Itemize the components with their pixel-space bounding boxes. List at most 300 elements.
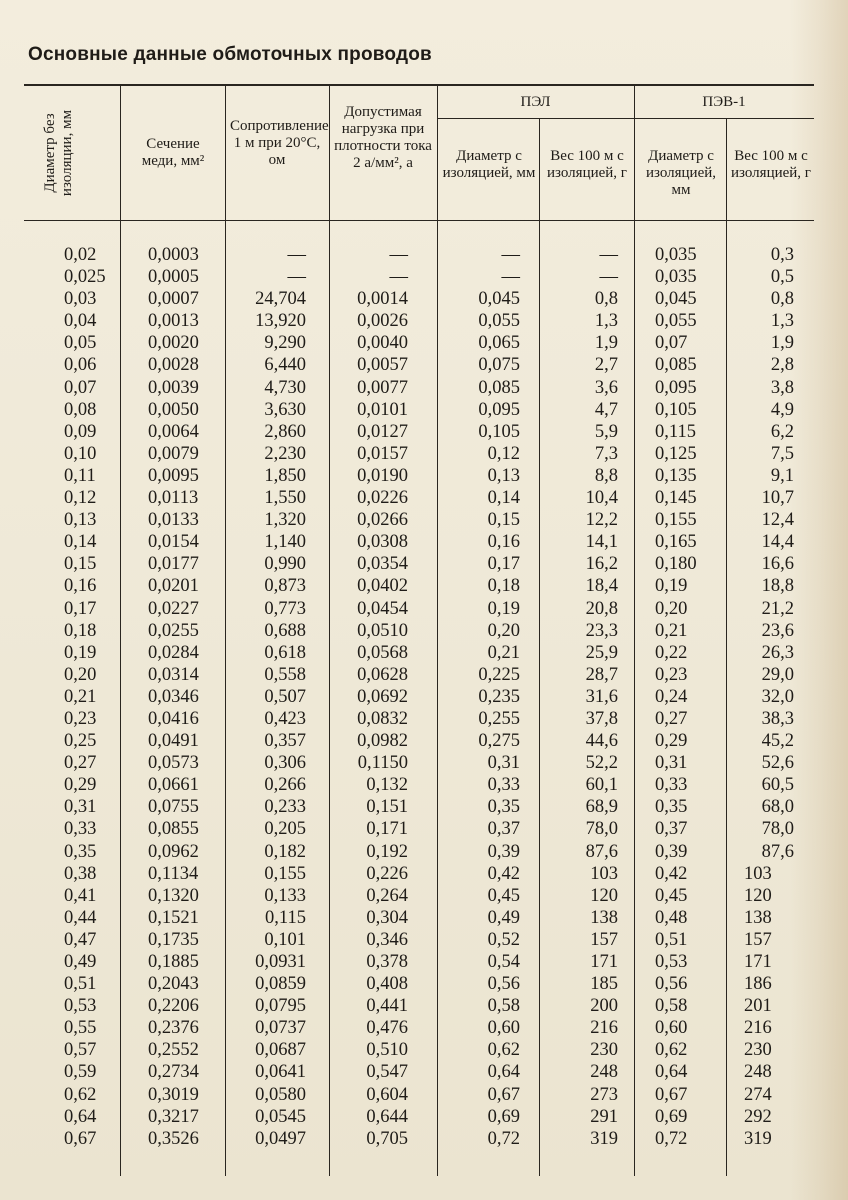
- cell-pev-weight: 2,8: [770, 355, 794, 376]
- table-row: [0, 664, 848, 686]
- cell-diameter-bare: 0,51: [64, 974, 97, 995]
- cell-pev-weight: 3,8: [770, 377, 794, 398]
- cell-copper-section: 0,1885: [148, 952, 199, 972]
- header-resistance: Сопротивление 1 м при 20°С, ом: [230, 118, 329, 168]
- cell-pel-diameter: 0,15: [487, 510, 520, 531]
- cell-pel-weight: 31,6: [585, 686, 618, 707]
- group-divider-rule: [437, 118, 814, 119]
- cell-resistance: 0,873: [264, 576, 306, 597]
- cell-pev-diameter: 0,33: [655, 775, 688, 796]
- cell-resistance: 3,630: [264, 399, 306, 420]
- cell-allowed-load: 0,0454: [357, 598, 408, 619]
- table-row: [0, 796, 848, 818]
- table-row: [0, 885, 848, 907]
- cell-copper-section: 0,0064: [148, 421, 199, 442]
- cell-pev-diameter: 0,055: [655, 311, 697, 332]
- cell-resistance: 2,860: [264, 421, 306, 442]
- cell-allowed-load: 0,378: [366, 952, 408, 972]
- cell-pel-weight: 16,2: [585, 554, 618, 575]
- table-row: [0, 509, 848, 531]
- cell-pev-weight: 29,0: [761, 664, 794, 685]
- cell-diameter-bare: 0,20: [64, 664, 97, 685]
- cell-copper-section: 0,0855: [148, 819, 199, 840]
- cell-pel-weight: 291: [590, 1106, 618, 1127]
- cell-pev-diameter: 0,19: [655, 576, 688, 597]
- cell-pev-weight: 18,8: [761, 576, 794, 597]
- cell-copper-section: 0,2043: [148, 974, 199, 995]
- cell-allowed-load: 0,0568: [357, 642, 408, 663]
- cell-pev-diameter: 0,20: [655, 598, 688, 619]
- table-row: [0, 531, 848, 553]
- cell-resistance: 1,550: [264, 488, 306, 509]
- cell-pel-diameter: 0,42: [487, 863, 520, 884]
- cell-diameter-bare: 0,21: [64, 686, 97, 707]
- table-row: [0, 1106, 848, 1128]
- cell-resistance: 0,773: [264, 598, 306, 619]
- cell-pel-weight: 185: [590, 974, 618, 995]
- cell-allowed-load: 0,0982: [357, 731, 408, 752]
- table-row: [0, 620, 848, 642]
- cell-allowed-load: 0,408: [366, 974, 408, 995]
- cell-pev-weight: 14,4: [761, 532, 794, 553]
- table-row: [0, 487, 848, 509]
- cell-allowed-load: 0,0628: [357, 664, 408, 685]
- cell-pel-diameter: 0,35: [487, 797, 520, 818]
- cell-copper-section: 0,2376: [148, 1018, 199, 1039]
- cell-diameter-bare: 0,23: [64, 708, 97, 729]
- table-row: [0, 642, 848, 664]
- cell-pel-weight: 20,8: [585, 598, 618, 619]
- cell-resistance: 0,990: [264, 554, 306, 575]
- cell-pev-diameter: 0,165: [655, 532, 697, 553]
- cell-pev-diameter: 0,31: [655, 753, 688, 774]
- cell-resistance: 0,0737: [255, 1018, 306, 1039]
- cell-pel-diameter: —: [501, 267, 520, 288]
- cell-diameter-bare: 0,62: [64, 1084, 97, 1105]
- cell-copper-section: 0,1134: [148, 863, 199, 884]
- table-row: [0, 266, 848, 288]
- cell-pel-weight: 78,0: [585, 819, 618, 840]
- cell-pev-diameter: 0,42: [655, 863, 688, 884]
- cell-resistance: 0,0497: [255, 1128, 306, 1149]
- cell-diameter-bare: 0,47: [64, 929, 97, 950]
- cell-copper-section: 0,3217: [148, 1106, 199, 1127]
- table-row: [0, 244, 848, 266]
- cell-pel-weight: 37,8: [585, 708, 618, 729]
- cell-pev-weight: 21,2: [761, 598, 794, 619]
- cell-copper-section: 0,0962: [148, 841, 199, 862]
- table-row: [0, 863, 848, 885]
- cell-pel-diameter: 0,19: [487, 598, 520, 619]
- table-row: [0, 310, 848, 332]
- cell-resistance: 0,182: [264, 841, 306, 862]
- cell-resistance: 0,357: [264, 731, 306, 752]
- cell-allowed-load: 0,0308: [357, 532, 408, 553]
- cell-diameter-bare: 0,02: [64, 245, 97, 265]
- cell-pel-diameter: 0,055: [478, 311, 520, 332]
- cell-resistance: 0,205: [264, 819, 306, 840]
- cell-resistance: 1,320: [264, 510, 306, 531]
- cell-diameter-bare: 0,67: [64, 1128, 97, 1149]
- cell-copper-section: 0,0314: [148, 664, 199, 685]
- cell-allowed-load: 0,510: [366, 1040, 408, 1061]
- cell-copper-section: 0,0133: [148, 510, 199, 531]
- cell-allowed-load: 0,604: [366, 1084, 408, 1105]
- cell-copper-section: 0,0005: [148, 267, 199, 288]
- cell-resistance: 24,704: [255, 289, 306, 310]
- cell-pev-diameter: 0,29: [655, 731, 688, 752]
- table-row: [0, 1128, 848, 1150]
- cell-copper-section: 0,0154: [148, 532, 199, 553]
- header-pel-diameter: Диаметр с изоляцией, мм: [442, 148, 536, 181]
- cell-allowed-load: 0,476: [366, 1018, 408, 1039]
- cell-pel-diameter: 0,69: [487, 1106, 520, 1127]
- cell-pel-diameter: 0,225: [478, 664, 520, 685]
- cell-diameter-bare: 0,44: [64, 907, 97, 928]
- cell-pel-diameter: 0,105: [478, 421, 520, 442]
- cell-copper-section: 0,0573: [148, 753, 199, 774]
- cell-pev-diameter: 0,53: [655, 952, 688, 972]
- cell-pev-weight: 274: [744, 1084, 772, 1105]
- cell-pel-weight: 28,7: [585, 664, 618, 685]
- cell-copper-section: 0,3019: [148, 1084, 199, 1105]
- cell-pel-weight: —: [599, 267, 618, 288]
- cell-pev-diameter: 0,67: [655, 1084, 688, 1105]
- cell-diameter-bare: 0,57: [64, 1040, 97, 1061]
- cell-pel-diameter: —: [501, 245, 520, 265]
- cell-pev-diameter: 0,39: [655, 841, 688, 862]
- cell-copper-section: 0,1735: [148, 929, 199, 950]
- cell-pev-weight: 120: [744, 885, 772, 906]
- cell-allowed-load: 0,0510: [357, 620, 408, 641]
- cell-pev-diameter: 0,69: [655, 1106, 688, 1127]
- table-row: [0, 553, 848, 575]
- cell-allowed-load: —: [389, 267, 408, 288]
- cell-pel-weight: 0,8: [594, 289, 618, 310]
- cell-pev-weight: 23,6: [761, 620, 794, 641]
- table-row: [0, 465, 848, 487]
- cell-diameter-bare: 0,64: [64, 1106, 97, 1127]
- cell-copper-section: 0,0020: [148, 333, 199, 354]
- cell-diameter-bare: 0,38: [64, 863, 97, 884]
- cell-diameter-bare: 0,13: [64, 510, 97, 531]
- cell-pev-weight: 6,2: [770, 421, 794, 442]
- cell-pev-diameter: 0,085: [655, 355, 697, 376]
- cell-pel-diameter: 0,14: [487, 488, 520, 509]
- cell-pev-diameter: 0,48: [655, 907, 688, 928]
- cell-diameter-bare: 0,59: [64, 1062, 97, 1083]
- cell-pel-weight: 52,2: [585, 753, 618, 774]
- cell-pev-diameter: 0,180: [655, 554, 697, 575]
- cell-pev-diameter: 0,21: [655, 620, 688, 641]
- cell-pel-diameter: 0,62: [487, 1040, 520, 1061]
- cell-allowed-load: 0,304: [366, 907, 408, 928]
- cell-pel-diameter: 0,275: [478, 731, 520, 752]
- cell-allowed-load: 0,264: [366, 885, 408, 906]
- cell-pel-weight: 2,7: [594, 355, 618, 376]
- cell-pev-diameter: 0,37: [655, 819, 688, 840]
- cell-allowed-load: —: [389, 245, 408, 265]
- cell-allowed-load: 0,0354: [357, 554, 408, 575]
- cell-pev-diameter: 0,56: [655, 974, 688, 995]
- cell-resistance: 0,306: [264, 753, 306, 774]
- group-header-pel: ПЭЛ: [520, 94, 551, 110]
- cell-pel-diameter: 0,13: [487, 465, 520, 486]
- cell-allowed-load: 0,226: [366, 863, 408, 884]
- cell-allowed-load: 0,705: [366, 1128, 408, 1149]
- cell-resistance: 0,0545: [255, 1106, 306, 1127]
- cell-pel-diameter: 0,095: [478, 399, 520, 420]
- cell-pel-weight: 8,8: [594, 465, 618, 486]
- cell-allowed-load: 0,0014: [357, 289, 408, 310]
- cell-resistance: 0,0687: [255, 1040, 306, 1061]
- cell-copper-section: 0,0003: [148, 245, 199, 265]
- cell-resistance: 0,133: [264, 885, 306, 906]
- cell-allowed-load: 0,644: [366, 1106, 408, 1127]
- cell-pev-diameter: 0,07: [655, 333, 688, 354]
- cell-resistance: 0,0859: [255, 974, 306, 995]
- cell-pel-weight: 25,9: [585, 642, 618, 663]
- cell-pel-weight: 248: [590, 1062, 618, 1083]
- cell-pel-weight: 273: [590, 1084, 618, 1105]
- cell-copper-section: 0,0113: [148, 488, 199, 509]
- table-row: [0, 929, 848, 951]
- cell-pev-weight: 16,6: [761, 554, 794, 575]
- cell-copper-section: 0,0661: [148, 775, 199, 796]
- cell-pev-diameter: 0,62: [655, 1040, 688, 1061]
- cell-pel-diameter: 0,60: [487, 1018, 520, 1039]
- cell-pev-weight: 38,3: [761, 708, 794, 729]
- cell-pev-weight: 4,9: [770, 399, 794, 420]
- table-row: [0, 1017, 848, 1039]
- cell-pev-weight: 26,3: [761, 642, 794, 663]
- cell-pev-weight: 157: [744, 929, 772, 950]
- cell-allowed-load: 0,0040: [357, 333, 408, 354]
- table-row: [0, 575, 848, 597]
- cell-resistance: 1,140: [264, 532, 306, 553]
- cell-resistance: 0,0641: [255, 1062, 306, 1083]
- cell-resistance: 0,115: [265, 907, 306, 928]
- table-row: [0, 377, 848, 399]
- cell-diameter-bare: 0,025: [64, 267, 106, 288]
- cell-resistance: 0,266: [264, 775, 306, 796]
- cell-pel-weight: 14,1: [585, 532, 618, 553]
- cell-pel-diameter: 0,12: [487, 443, 520, 464]
- table-row: [0, 1039, 848, 1061]
- cell-pel-diameter: 0,67: [487, 1084, 520, 1105]
- cell-pev-weight: 1,3: [770, 311, 794, 332]
- cell-allowed-load: 0,441: [366, 996, 408, 1017]
- cell-pev-diameter: 0,24: [655, 686, 688, 707]
- cell-pel-weight: 23,3: [585, 620, 618, 641]
- cell-copper-section: 0,0755: [148, 797, 199, 818]
- cell-copper-section: 0,0255: [148, 620, 199, 641]
- cell-allowed-load: 0,132: [366, 775, 408, 796]
- cell-copper-section: 0,1320: [148, 885, 199, 906]
- cell-copper-section: 0,0346: [148, 686, 199, 707]
- cell-pev-diameter: 0,35: [655, 797, 688, 818]
- table-row: [0, 288, 848, 310]
- cell-diameter-bare: 0,06: [64, 355, 97, 376]
- cell-pel-weight: 5,9: [594, 421, 618, 442]
- cell-pel-diameter: 0,065: [478, 333, 520, 354]
- cell-pel-weight: 12,2: [585, 510, 618, 531]
- cell-allowed-load: 0,1150: [357, 753, 408, 774]
- cell-pev-diameter: 0,58: [655, 996, 688, 1017]
- cell-pel-weight: 216: [590, 1018, 618, 1039]
- cell-pel-diameter: 0,58: [487, 996, 520, 1017]
- cell-diameter-bare: 0,08: [64, 399, 97, 420]
- cell-copper-section: 0,0177: [148, 554, 199, 575]
- cell-pev-weight: 216: [744, 1018, 772, 1039]
- cell-pel-diameter: 0,39: [487, 841, 520, 862]
- cell-pev-weight: 248: [744, 1062, 772, 1083]
- cell-pev-weight: 138: [744, 907, 772, 928]
- cell-pev-weight: 319: [744, 1128, 772, 1149]
- header-top-rule: [24, 84, 814, 86]
- cell-copper-section: 0,0201: [148, 576, 199, 597]
- cell-pev-weight: 171: [744, 952, 772, 972]
- cell-allowed-load: 0,151: [366, 797, 408, 818]
- cell-pev-diameter: 0,64: [655, 1062, 688, 1083]
- cell-diameter-bare: 0,07: [64, 377, 97, 398]
- cell-pev-weight: 68,0: [761, 797, 794, 818]
- cell-copper-section: 0,2734: [148, 1062, 199, 1083]
- cell-pel-diameter: 0,64: [487, 1062, 520, 1083]
- header-pel-weight: Вес 100 м с изоляцией, г: [547, 148, 627, 181]
- cell-diameter-bare: 0,27: [64, 753, 97, 774]
- header-bottom-rule: [24, 220, 814, 221]
- cell-pev-diameter: 0,095: [655, 377, 697, 398]
- cell-resistance: 0,101: [264, 929, 306, 950]
- cell-pev-weight: 0,5: [770, 267, 794, 288]
- cell-diameter-bare: 0,17: [64, 598, 97, 619]
- cell-diameter-bare: 0,09: [64, 421, 97, 442]
- cell-diameter-bare: 0,25: [64, 731, 97, 752]
- cell-pel-diameter: 0,37: [487, 819, 520, 840]
- cell-pev-diameter: 0,105: [655, 399, 697, 420]
- cell-copper-section: 0,0491: [148, 731, 199, 752]
- cell-allowed-load: 0,0832: [357, 708, 408, 729]
- cell-copper-section: 0,0013: [148, 311, 199, 332]
- cell-diameter-bare: 0,49: [64, 952, 97, 972]
- cell-pev-diameter: 0,60: [655, 1018, 688, 1039]
- cell-copper-section: 0,0039: [148, 377, 199, 398]
- table-row: [0, 332, 848, 354]
- table-row: [0, 686, 848, 708]
- cell-pev-weight: 0,3: [770, 245, 794, 265]
- cell-copper-section: 0,0227: [148, 598, 199, 619]
- cell-diameter-bare: 0,14: [64, 532, 97, 553]
- cell-copper-section: 0,2552: [148, 1040, 199, 1061]
- cell-pev-weight: 1,9: [770, 333, 794, 354]
- cell-pev-weight: 230: [744, 1040, 772, 1061]
- header-pev-diameter: Диаметр с изоляцией, мм: [645, 148, 717, 198]
- cell-pel-diameter: 0,045: [478, 289, 520, 310]
- cell-pev-diameter: 0,27: [655, 708, 688, 729]
- cell-pel-weight: 87,6: [585, 841, 618, 862]
- cell-allowed-load: 0,0157: [357, 443, 408, 464]
- cell-diameter-bare: 0,55: [64, 1018, 97, 1039]
- cell-pel-weight: 171: [590, 952, 618, 972]
- cell-pel-weight: 18,4: [585, 576, 618, 597]
- cell-resistance: 13,920: [255, 311, 306, 332]
- cell-diameter-bare: 0,15: [64, 554, 97, 575]
- cell-resistance: 9,290: [264, 333, 306, 354]
- cell-pev-weight: 7,5: [770, 443, 794, 464]
- cell-copper-section: 0,0095: [148, 465, 199, 486]
- page-title: Основные данные обмоточных проводов: [28, 44, 432, 65]
- cell-allowed-load: 0,0190: [357, 465, 408, 486]
- cell-diameter-bare: 0,53: [64, 996, 97, 1017]
- cell-pel-diameter: 0,49: [487, 907, 520, 928]
- table-row: [0, 951, 848, 973]
- table-row: [0, 354, 848, 376]
- header-diameter-bare: Диаметр без изоляции, мм: [42, 109, 75, 197]
- cell-pel-weight: 230: [590, 1040, 618, 1061]
- cell-pel-weight: 7,3: [594, 443, 618, 464]
- table-row: [0, 1084, 848, 1106]
- cell-diameter-bare: 0,11: [64, 465, 96, 486]
- cell-pev-diameter: 0,115: [655, 421, 696, 442]
- cell-diameter-bare: 0,31: [64, 797, 97, 818]
- cell-pel-diameter: 0,085: [478, 377, 520, 398]
- cell-resistance: 0,233: [264, 797, 306, 818]
- cell-resistance: 0,507: [264, 686, 306, 707]
- cell-pev-weight: 78,0: [761, 819, 794, 840]
- table-row: [0, 995, 848, 1017]
- cell-pev-diameter: 0,045: [655, 289, 697, 310]
- cell-pev-weight: 103: [744, 863, 772, 884]
- cell-copper-section: 0,0007: [148, 289, 199, 310]
- cell-pev-diameter: 0,035: [655, 245, 697, 265]
- cell-pev-weight: 32,0: [761, 686, 794, 707]
- cell-resistance: 2,230: [264, 443, 306, 464]
- cell-pev-diameter: 0,135: [655, 465, 697, 486]
- cell-pel-weight: 200: [590, 996, 618, 1017]
- cell-resistance: 6,440: [264, 355, 306, 376]
- cell-pev-weight: 0,8: [770, 289, 794, 310]
- cell-diameter-bare: 0,10: [64, 443, 97, 464]
- cell-allowed-load: 0,346: [366, 929, 408, 950]
- cell-diameter-bare: 0,12: [64, 488, 97, 509]
- table-row: [0, 443, 848, 465]
- cell-pev-diameter: 0,145: [655, 488, 697, 509]
- cell-diameter-bare: 0,04: [64, 311, 97, 332]
- cell-pev-weight: 60,5: [761, 775, 794, 796]
- table-row: [0, 1061, 848, 1083]
- cell-resistance: 4,730: [264, 377, 306, 398]
- cell-resistance: 0,0931: [255, 952, 306, 972]
- cell-pev-diameter: 0,22: [655, 642, 688, 663]
- cell-pev-weight: 186: [744, 974, 772, 995]
- table-row: [0, 841, 848, 863]
- cell-pev-diameter: 0,155: [655, 510, 697, 531]
- cell-copper-section: 0,0079: [148, 443, 199, 464]
- cell-pel-weight: —: [599, 245, 618, 265]
- cell-copper-section: 0,3526: [148, 1128, 199, 1149]
- cell-pel-diameter: 0,20: [487, 620, 520, 641]
- cell-resistance: 0,155: [264, 863, 306, 884]
- cell-pel-weight: 1,9: [594, 333, 618, 354]
- cell-pel-weight: 120: [590, 885, 618, 906]
- cell-allowed-load: 0,0127: [357, 421, 408, 442]
- cell-pel-diameter: 0,075: [478, 355, 520, 376]
- cell-pev-diameter: 0,72: [655, 1128, 688, 1149]
- cell-pel-weight: 10,4: [585, 488, 618, 509]
- cell-pel-weight: 1,3: [594, 311, 618, 332]
- cell-diameter-bare: 0,03: [64, 289, 97, 310]
